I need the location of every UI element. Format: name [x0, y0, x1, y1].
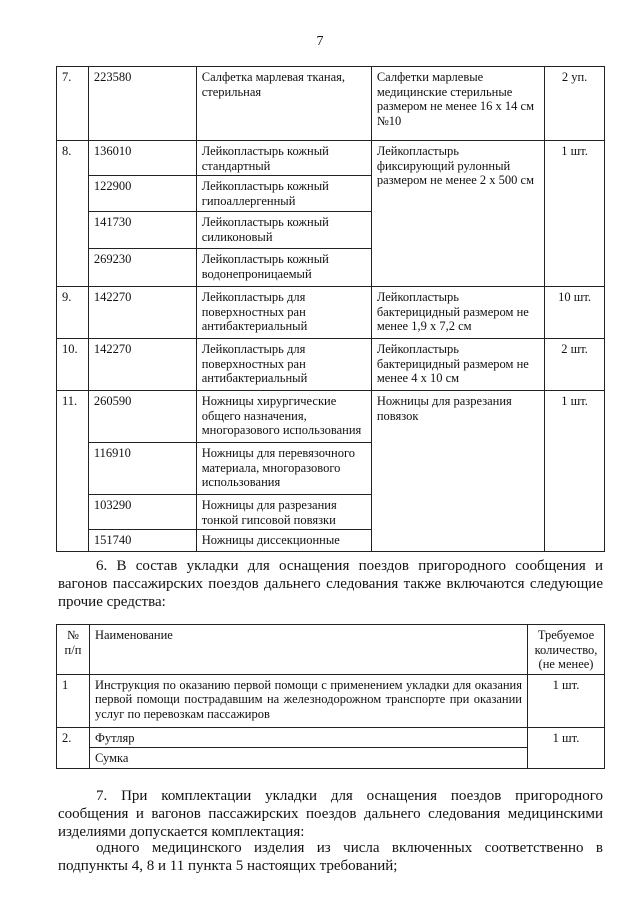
item-quantity: 1 шт.: [545, 391, 605, 552]
other-items-table: [56, 624, 605, 769]
header-quantity: Требуемое количество, (не менее): [528, 625, 605, 675]
row-number: 11.: [57, 391, 89, 552]
table-row: [57, 748, 605, 769]
row-number: 7.: [57, 67, 89, 141]
row-number: 10.: [57, 339, 89, 391]
item-code: 136010: [88, 141, 196, 176]
item-code: 260590: [88, 391, 196, 443]
item-description: Лейкопластырь бактерицидный размером не менее 4 x 10 см: [371, 339, 544, 391]
row-number: 8.: [57, 141, 89, 287]
item-quantity: 1 шт.: [545, 141, 605, 287]
table-row: [57, 674, 605, 727]
medical-items-table: [56, 66, 605, 552]
item-name: Сумка: [89, 748, 527, 769]
item-name: Лейкопластырь кожный силиконовый: [196, 212, 371, 249]
item-name: Лейкопластырь кожный гипоаллергенный: [196, 176, 371, 212]
header-number: № п/п: [57, 625, 90, 675]
paragraph-7: 7. При комплектации укладки для оснащения поездов пригородного сообщения и вагонов пассажирских поездов дальнего следования медицинскими изделиями допускается комплектация:: [58, 788, 603, 840]
table-row: [57, 141, 605, 176]
item-code: 116910: [88, 443, 196, 495]
page-number: 7: [316, 34, 324, 49]
item-code: 122900: [88, 176, 196, 212]
item-name: Лейкопластырь кожный стандартный: [196, 141, 371, 176]
item-name: Лейкопластырь для поверхностных ран антибактериальный: [196, 287, 371, 339]
table-row: [57, 391, 605, 443]
item-code: 142270: [88, 339, 196, 391]
item-code: 142270: [88, 287, 196, 339]
item-description: Ножницы для разрезания повязок: [371, 391, 544, 552]
table-header-row: [57, 625, 605, 675]
item-name: Инструкция по оказанию первой помощи с применением укладки для оказания первой помощи пострадавшим на железнодорожном транспорте при оказании услуг по перевозкам пассажиров: [89, 674, 527, 727]
item-quantity: 2 уп.: [545, 67, 605, 141]
item-code: 141730: [88, 212, 196, 249]
item-name: Ножницы хирургические общего назначения, многоразового использования: [196, 391, 371, 443]
item-code: 103290: [88, 495, 196, 530]
paragraph-6: 6. В состав укладки для оснащения поездов пригородного сообщения и вагонов пассажирских поездов дальнего следования также включаются следующие прочие средства:: [58, 558, 603, 610]
item-name: Ножницы диссекционные: [196, 530, 371, 552]
table-row: [57, 67, 605, 141]
item-name: Лейкопластырь кожный водонепроницаемый: [196, 249, 371, 287]
table-row: [57, 339, 605, 391]
item-quantity: 2 шт.: [545, 339, 605, 391]
item-name: Лейкопластырь для поверхностных ран антибактериальный: [196, 339, 371, 391]
item-quantity: 10 шт.: [545, 287, 605, 339]
header-name: Наименование: [89, 625, 527, 675]
item-code: 223580: [88, 67, 196, 141]
item-code: 151740: [88, 530, 196, 552]
row-number: 2.: [57, 727, 90, 768]
item-name: Ножницы для перевязочного материала, многоразового использования: [196, 443, 371, 495]
item-quantity: 1 шт.: [528, 674, 605, 727]
row-number: 9.: [57, 287, 89, 339]
item-description: Лейкопластырь фиксирующий рулонный размером не менее 2 x 500 см: [371, 141, 544, 287]
item-code: 269230: [88, 249, 196, 287]
paragraph-7-item: одного медицинского изделия из числа включенных соответственно в подпункты 4, 8 и 11 пункта 5 настоящих требований;: [58, 840, 603, 874]
item-name: Ножницы для разрезания тонкой гипсовой повязки: [196, 495, 371, 530]
row-number: 1: [57, 674, 90, 727]
item-quantity: 1 шт.: [528, 727, 605, 768]
item-description: Салфетки марлевые медицинские стерильные размером не менее 16 x 14 см №10: [371, 67, 544, 141]
item-name: Салфетка марлевая тканая, стерильная: [196, 67, 371, 141]
table-row: [57, 287, 605, 339]
item-name: Футляр: [89, 727, 527, 748]
table-row: [57, 727, 605, 748]
item-description: Лейкопластырь бактерицидный размером не менее 1,9 x 7,2 см: [371, 287, 544, 339]
